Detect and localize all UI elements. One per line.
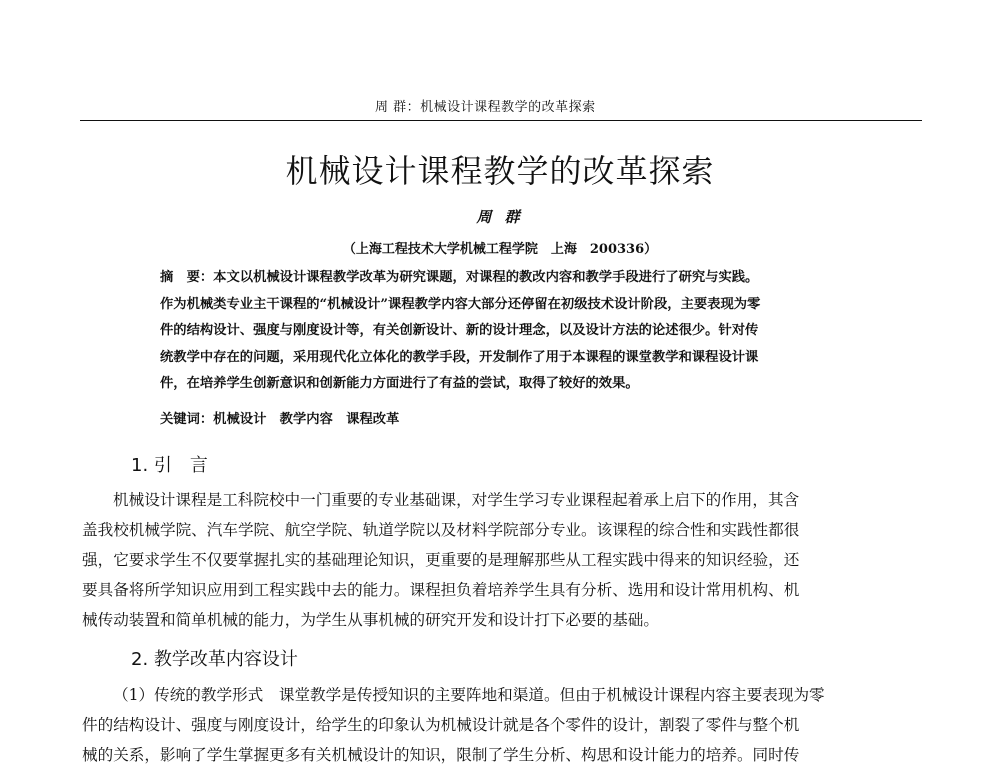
paper-title: 机械设计课程教学的改革探索 [285,152,715,190]
section-heading-reform: 2. 教学改革内容设计 [131,649,298,670]
paragraph-line: 要具备将所学知识应用到工程实践中去的能力。课程担负着培养学生具有分析、选用和设计常用机构、机 [82,581,800,599]
paragraph-line: 械的关系，影响了学生掌握更多有关机械设计的知识，限制了学生分析、构思和设计能力的培养。同时传 [82,746,800,764]
abstract-line: 件，在培养学生创新意识和创新能力方面进行了有益的尝试，取得了较好的效果。 [160,376,639,391]
paragraph-line: 械传动装置和简单机械的能力，为学生从事机械的研究开发和设计打下必要的基础。 [82,611,659,629]
paragraph-line: （1）传统的教学形式 课堂教学是传授知识的主要阵地和渠道。但由于机械设计课程内容主要表现为零 [113,686,825,704]
abstract [160,265,850,398]
section-heading-intro: 1. 引 言 [131,455,208,476]
author-affiliation: （上海工程技术大学机械工程学院 上海 200336） [342,242,658,257]
paragraph-line: 盖我校机械学院、汽车学院、航空学院、轨道学院以及材料学院部分专业。该课程的综合性和实践性都很 [82,521,800,539]
abstract-line: 统教学中存在的问题，采用现代化立体化的教学手段，开发制作了用于本课程的课堂教学和课程设计课 [160,349,759,365]
keywords: 关键词：机械设计 教学内容 课程改革 [160,412,400,427]
author-name: 周 群 [476,208,524,226]
paragraph-line: 强，它要求学生不仅要掌握扎实的基础理论知识，更重要的是理解那些从工程实践中得来的知识经验，还 [82,551,800,569]
section-body-intro [82,485,922,635]
paragraph-line: 件的结构设计、强度与刚度设计，给学生的印象认为机械设计就是各个零件的设计，割裂了零件与整个机 [82,716,800,734]
abstract-line: 件的结构设计、强度与刚度设计等，有关创新设计、新的设计理念，以及设计方法的论述很少。针对传 [160,323,759,338]
section-body-reform [82,680,922,770]
paragraph-line: 机械设计课程是工科院校中一门重要的专业基础课，对学生学习专业课程起着承上启下的作用，其含 [113,491,800,509]
header-rule [80,120,922,121]
abstract-line: 摘 要：本文以机械设计课程教学改革为研究课题，对课程的教改内容和教学手段进行了研究与实践。 [160,270,759,285]
running-head: 周 群：机械设计课程教学的改革探索 [375,100,596,115]
abstract-line: 作为机械类专业主干课程的“机械设计”课程教学内容大部分还停留在初级技术设计阶段，主要表现为零 [160,296,761,312]
